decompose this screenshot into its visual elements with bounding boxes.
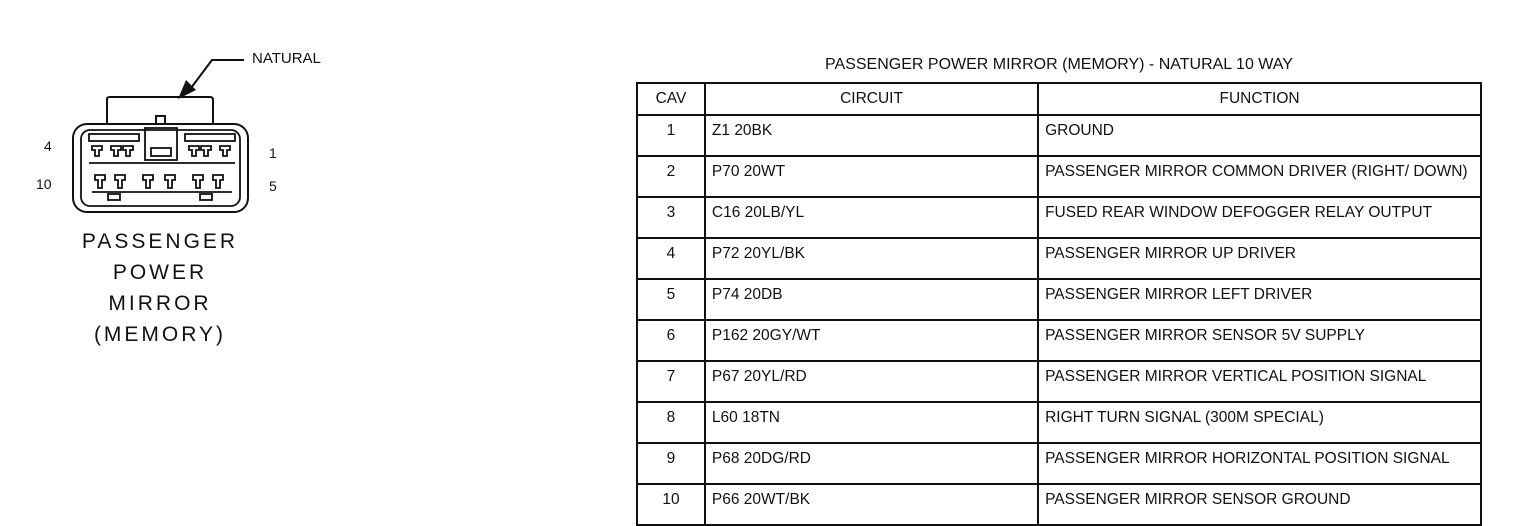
cell-function: PASSENGER MIRROR LEFT DRIVER xyxy=(1038,279,1481,320)
cell-cav: 2 xyxy=(637,156,705,197)
latch-tab xyxy=(156,116,165,124)
pinout-table xyxy=(636,82,1482,526)
table-row xyxy=(637,197,1481,238)
table-row xyxy=(637,156,1481,197)
cell-function: PASSENGER MIRROR SENSOR 5V SUPPLY xyxy=(1038,320,1481,361)
connector-diagram xyxy=(0,0,340,370)
table-row xyxy=(637,402,1481,443)
callout-label: NATURAL xyxy=(252,50,321,67)
header-function: FUNCTION xyxy=(1038,83,1481,115)
table-row xyxy=(637,361,1481,402)
cell-circuit: P70 20WT xyxy=(705,156,1038,197)
cell-function: RIGHT TURN SIGNAL (300M SPECIAL) xyxy=(1038,402,1481,443)
cell-cav: 4 xyxy=(637,238,705,279)
connector-name-line-2: POWER xyxy=(112,261,208,284)
table-row xyxy=(637,320,1481,361)
cell-circuit: Z1 20BK xyxy=(705,115,1038,156)
cell-circuit: P74 20DB xyxy=(705,279,1038,320)
table-row xyxy=(637,115,1481,156)
connector-name-line-3: MIRROR xyxy=(108,292,212,315)
cell-cav: 10 xyxy=(637,484,705,525)
cell-function: PASSENGER MIRROR COMMON DRIVER (RIGHT/ DOWN) xyxy=(1038,156,1481,197)
cell-cav: 8 xyxy=(637,402,705,443)
pin-number-bottom-left: 10 xyxy=(36,176,52,192)
table-row xyxy=(637,443,1481,484)
cell-cav: 1 xyxy=(637,115,705,156)
cell-function: PASSENGER MIRROR HORIZONTAL POSITION SIGNAL xyxy=(1038,443,1481,484)
cell-circuit: P66 20WT/BK xyxy=(705,484,1038,525)
header-circuit: CIRCUIT xyxy=(705,83,1038,115)
pin-number-top-left: 4 xyxy=(44,138,52,154)
pin-number-top-right: 1 xyxy=(269,145,277,161)
cell-cav: 6 xyxy=(637,320,705,361)
connector-drawing xyxy=(0,0,340,230)
cell-circuit: C16 20LB/YL xyxy=(705,197,1038,238)
table-row xyxy=(637,484,1481,525)
cell-cav: 7 xyxy=(637,361,705,402)
table-header-row xyxy=(637,83,1481,115)
pin-number-bottom-right: 5 xyxy=(269,178,277,194)
cell-circuit: P162 20GY/WT xyxy=(705,320,1038,361)
table-row xyxy=(637,279,1481,320)
top-row-cavities xyxy=(89,128,235,163)
cell-circuit: P72 20YL/BK xyxy=(705,238,1038,279)
cell-function: PASSENGER MIRROR UP DRIVER xyxy=(1038,238,1481,279)
connector-name-line-4: (MEMORY) xyxy=(93,323,227,346)
cell-cav: 9 xyxy=(637,443,705,484)
cell-circuit: P68 20DG/RD xyxy=(705,443,1038,484)
table-row xyxy=(637,238,1481,279)
cell-circuit: P67 20YL/RD xyxy=(705,361,1038,402)
cell-function: PASSENGER MIRROR VERTICAL POSITION SIGNAL xyxy=(1038,361,1481,402)
cell-circuit: L60 18TN xyxy=(705,402,1038,443)
cell-cav: 3 xyxy=(637,197,705,238)
cell-function: GROUND xyxy=(1038,115,1481,156)
connector-latch xyxy=(107,97,213,124)
callout-leader-line xyxy=(188,60,244,92)
cell-function: FUSED REAR WINDOW DEFOGGER RELAY OUTPUT xyxy=(1038,197,1481,238)
connector-name-line-1: PASSENGER xyxy=(81,230,239,253)
bottom-row-cavities xyxy=(92,175,232,200)
cell-cav: 5 xyxy=(637,279,705,320)
connector-body xyxy=(73,124,248,212)
table-title: PASSENGER POWER MIRROR (MEMORY) - NATURAL 10 WAY xyxy=(825,56,1293,73)
cell-function: PASSENGER MIRROR SENSOR GROUND xyxy=(1038,484,1481,525)
header-cav: CAV xyxy=(637,83,705,115)
